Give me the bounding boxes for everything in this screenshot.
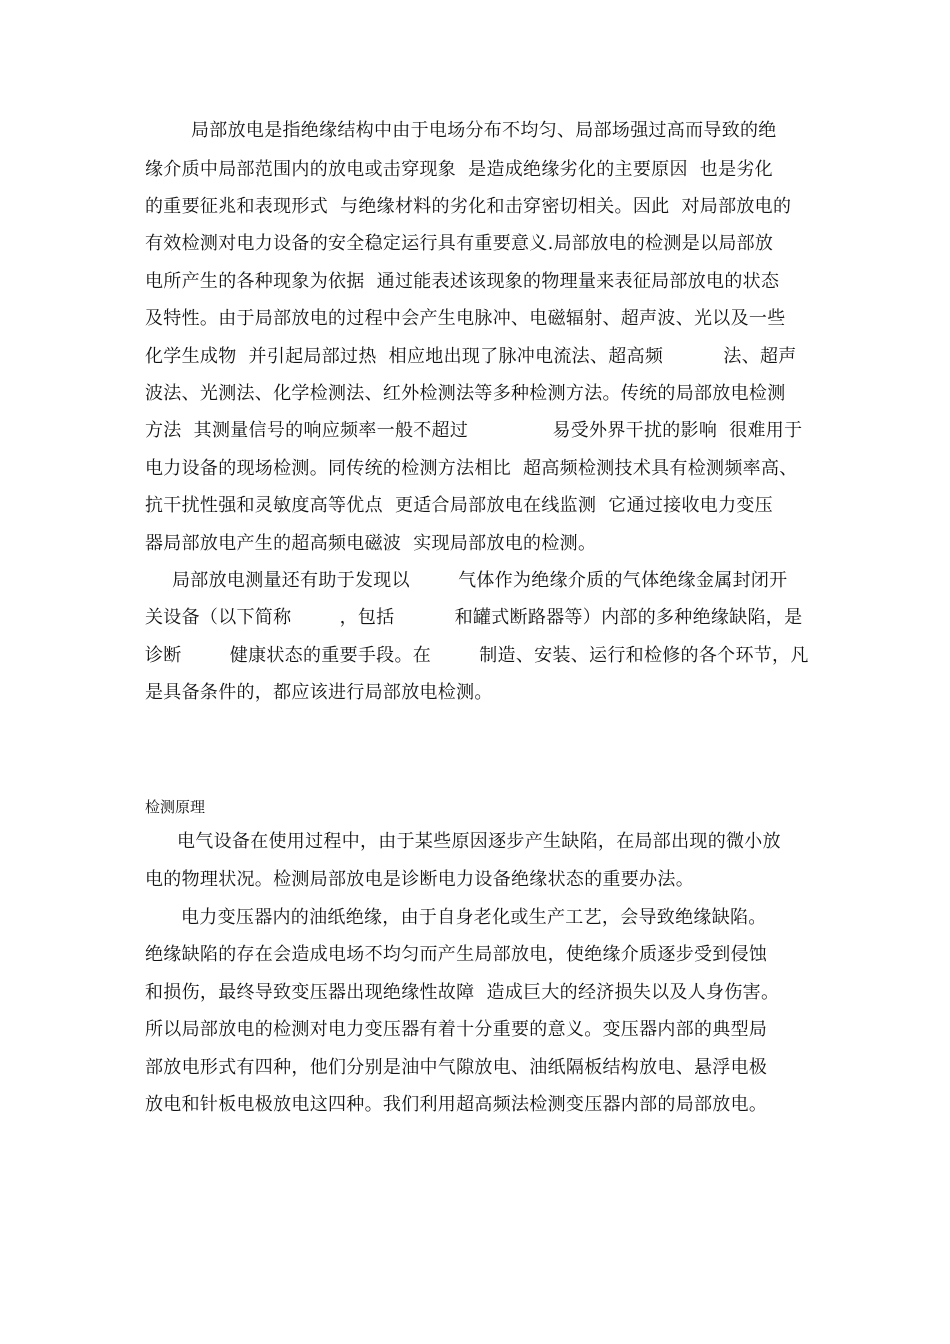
text-line: 诊断 健康状态的重要手段。在 制造、安装、运行和检修的各个环节，凡 (145, 645, 809, 666)
text-line: 局部放电是指绝缘结构中由于电场分布不均匀、局部场强过高而导致的绝 (191, 120, 777, 141)
text-line: 缘介质中局部范围内的放电或击穿现象 是造成绝缘劣化的主要原因 也是劣化 (145, 159, 773, 180)
text-line: 有效检测对电力设备的安全稳定运行具有重要意义.局部放电的检测是以局部放 (145, 233, 774, 254)
text-line: 电力变压器内的油纸绝缘，由于自身老化或生产工艺，会导致绝缘缺陷。 (181, 907, 767, 928)
text-line: 关设备（以下简称 ，包括 和罐式断路器等）内部的多种绝缘缺陷，是 (145, 607, 803, 628)
text-line: 波法、光测法、化学检测法、红外检测法等多种检测方法。传统的局部放电检测 (145, 383, 786, 404)
text-line: 及特性。由于局部放电的过程中会产生电脉冲、电磁辐射、超声波、光以及一些 (145, 308, 786, 329)
text-line: 电的物理状况。检测局部放电是诊断电力设备绝缘状态的重要办法。 (145, 869, 694, 890)
text-line: 电力设备的现场检测。同传统的检测方法相比 超高频检测技术具有检测频率高、 (145, 458, 798, 479)
text-line: 电气设备在使用过程中，由于某些原因逐步产生缺陷，在局部出现的微小放 (177, 831, 781, 852)
text-line: 化学生成物 并引起局部过热 相应地出现了脉冲电流法、超高频 法、超声 (145, 346, 797, 367)
text-line: 抗干扰性强和灵敏度高等优点 更适合局部放电在线监测 它通过接收电力变压 (145, 495, 773, 516)
text-line: 放电和针板电极放电这四种。我们利用超高频法检测变压器内部的局部放电。 (145, 1094, 768, 1115)
section-heading: 检测原理 (145, 798, 206, 816)
text-line: 和损伤，最终导致变压器出现绝缘性故障 造成巨大的经济损失以及人身伤害。 (145, 982, 780, 1003)
text-line: 局部放电测量还有助于发现以 气体作为绝缘介质的气体绝缘金属封闭开 (172, 570, 788, 591)
text-line: 的重要征兆和表现形式 与绝缘材料的劣化和击穿密切相关。因此 对局部放电的 (145, 196, 792, 217)
text-line: 方法 其测量信号的响应频率一般不超过 易受外界干扰的影响 很难用于 (145, 420, 803, 441)
text-line: 所以局部放电的检测对电力变压器有着十分重要的意义。变压器内部的典型局 (145, 1019, 768, 1040)
text-line: 是具备条件的，都应该进行局部放电检测。 (145, 682, 493, 703)
text-line: 电所产生的各种现象为依据 通过能表述该现象的物理量来表征局部放电的状态 (145, 271, 780, 292)
text-line: 部放电形式有四种，他们分别是油中气隙放电、油纸隔板结构放电、悬浮电极 (145, 1057, 768, 1078)
text-line: 器局部放电产生的超高频电磁波 实现局部放电的检测。 (145, 533, 597, 554)
text-line: 绝缘缺陷的存在会造成电场不均匀而产生局部放电，使绝缘介质逐步受到侵蚀 (145, 944, 768, 965)
